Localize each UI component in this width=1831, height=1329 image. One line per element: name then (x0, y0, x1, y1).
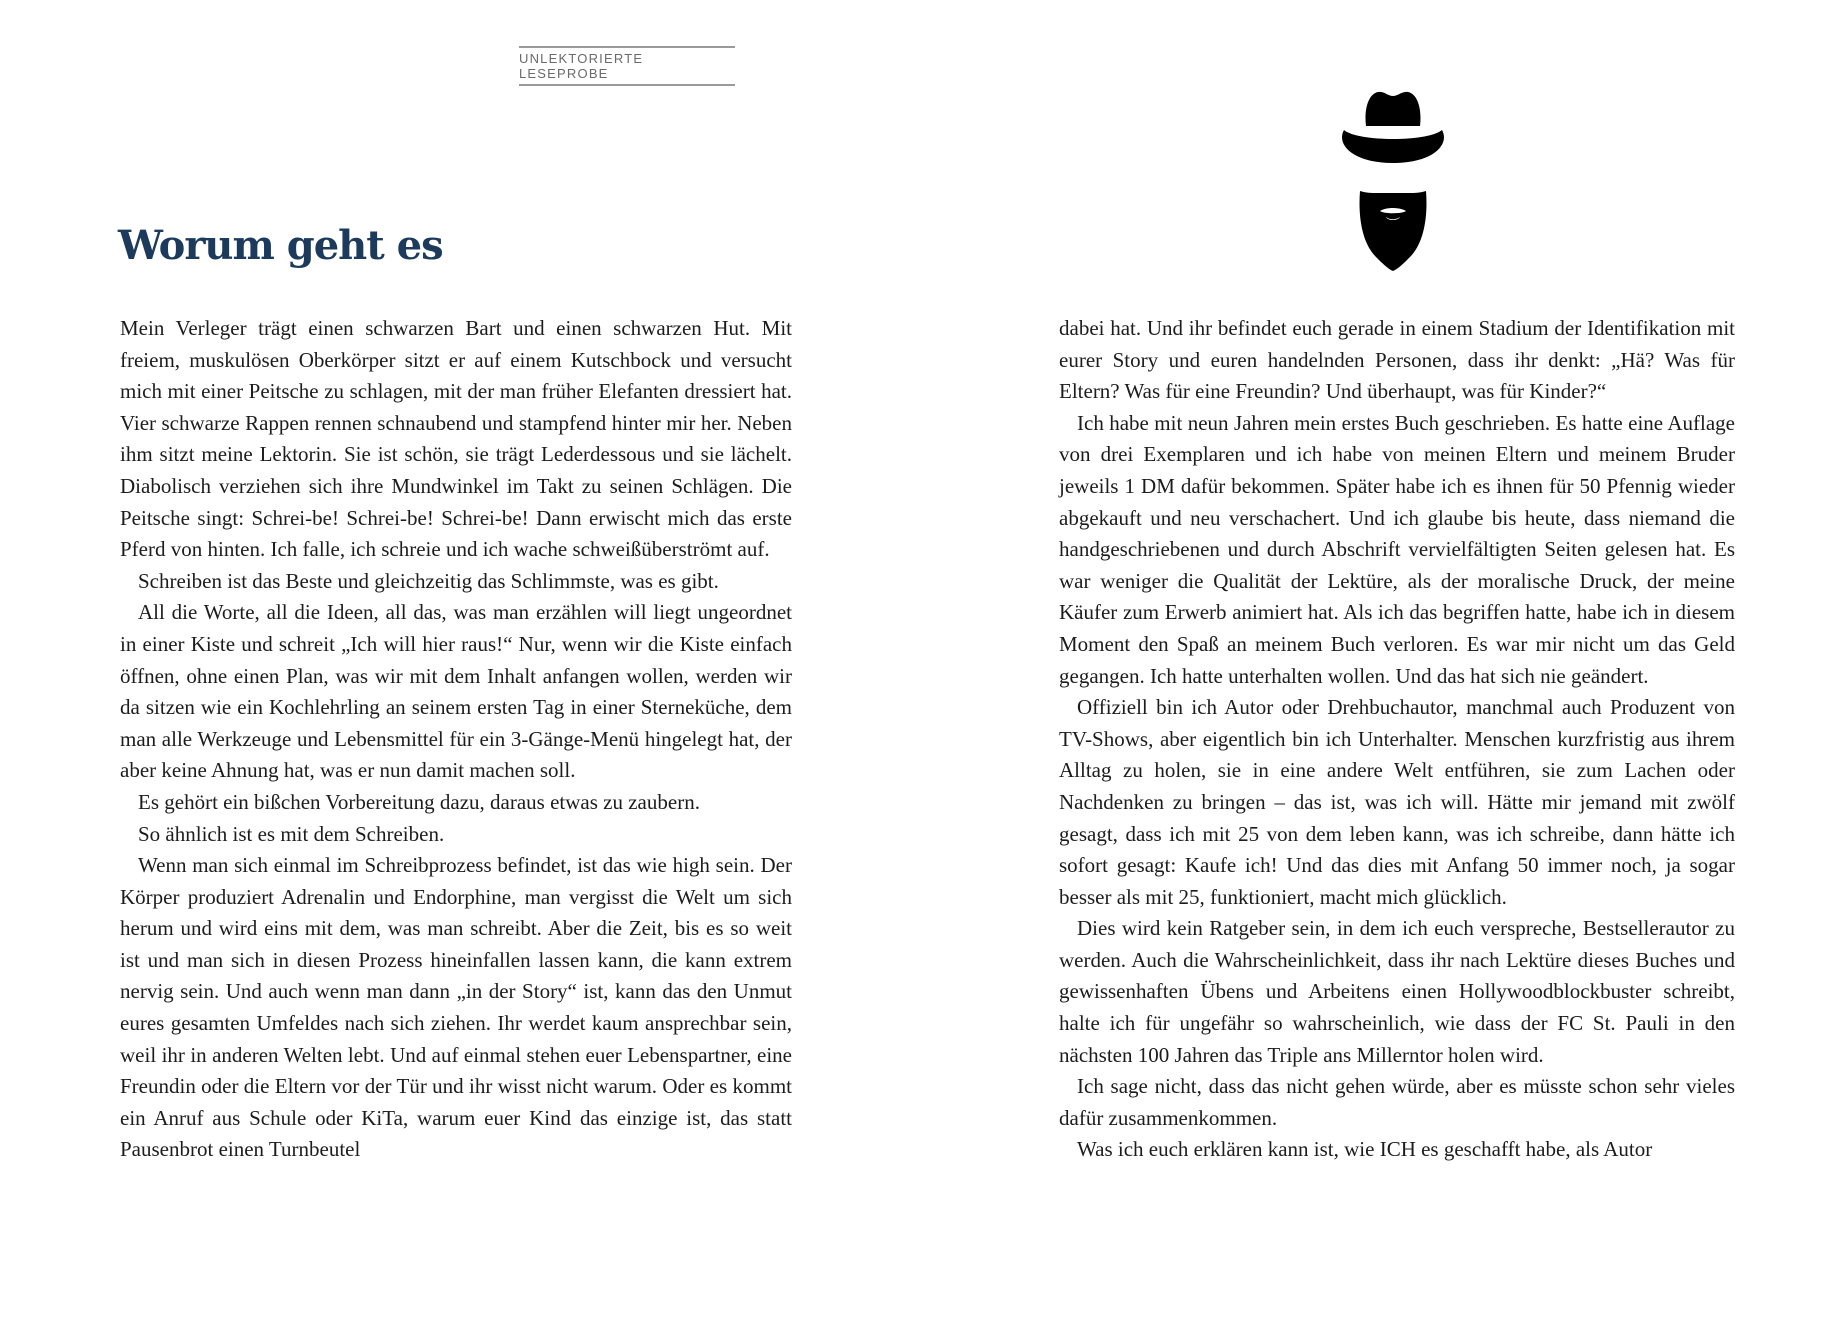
paragraph: Offiziell bin ich Autor oder Drehbuchautor, manchmal auch Produzent von TV-Shows, aber eigentlich bin ich Unterhalter. Menschen kurzfristig aus ihrem Alltag zu holen, sie in eine andere Welt entführen, sie zum Lachen oder Nachdenken zu bringen – das ist, was ich will. Hätte mir jemand mit zwölf gesagt, dass ich mit 25 von dem leben kann, was ich schreibe, dann hätte ich sofort gesagt: Kaufe ich! Und das dies mit Anfang 50 immer noch, ja sogar besser als mit 25, funktioniert, macht mich glücklich. (1059, 695, 1735, 909)
right-text-column (1059, 313, 1735, 1166)
beard-icon (1358, 187, 1428, 271)
paragraph: Wenn man sich einmal im Schreibprozess befindet, ist das wie high sein. Der Körper produziert Adrenalin und Endorphine, man vergisst die Welt um sich herum und wird eins mit dem, was man schreibt. Aber die Zeit, bis es so weit ist und man sich in diesen Prozess hineinfallen lassen kann, die kann extrem nervig sein. Und auch wenn man dann „in der Story“ ist, kann das den Unmut eures gesamten Umfeldes nach sich ziehen. Ihr werdet kaum ansprechbar sein, weil ihr in anderen Welten lebt. Und auf einmal stehen euer Lebenspartner, eine Freundin oder die Eltern vor der Tür und ihr wisst nicht warum. Oder es kommt ein Anruf aus Schule oder KiTa, warum euer Kind das einzige ist, das statt Pausenbrot einen Turnbeutel (120, 853, 792, 1162)
left-text-column (120, 313, 792, 1166)
paragraph: Ich habe mit neun Jahren mein erstes Buch geschrieben. Es hatte eine Auflage von drei Exemplaren und ich habe von meinen Eltern und meinem Bruder jeweils 1 DM dafür bekommen. Später habe ich es ihnen für 50 Pfennig wieder abgekauft und neu verschachert. Und ich glaube bis heute, dass niemand die handgeschriebenen und durch Abschrift vervielfältigten Seiten gelesen hat. Es war weniger die Qualität der Lektüre, als der moralische Druck, der meine Käufer zum Erwerb animiert hat. Als ich das begriffen hatte, habe ich in diesem Moment den Spaß an meinem Buch verloren. Es war mir nicht um das Geld gegangen. Ich hatte unterhalten wollen. Und das hat sich nie geändert. (1059, 410, 1735, 688)
paragraph: All die Worte, all die Ideen, all das, was man erzählen will liegt ungeordnet in einer Kiste und schreit „Ich will hier raus!“ Nur, wenn wir die Kiste einfach öffnen, ohne einen Plan, was wir mit dem Inhalt anfangen wollen, werden wir da sitzen wie ein Kochlehrling an seinem ersten Tag in einer Sterneküche, dem man alle Werkzeuge und Lebensmittel für ein 3-Gänge-Menü hingelegt hat, der aber keine Ahnung hat, was er nun damit machen soll. (120, 600, 792, 783)
chapter-title: Worum geht es (118, 222, 443, 269)
paragraph: So ähnlich ist es mit dem Schreiben. (138, 821, 445, 846)
paragraph: Dies wird kein Ratgeber sein, in dem ich euch verspreche, Bestsellerautor zu werden. Auch die Wahrscheinlichkeit, dass ihr nach Lektüre dieses Buches und gewissenhaften Übens und Arbeitens einen Hollywoodblockbuster schreibt, halte ich für ungefähr so wahrscheinlich, wie dass der FC St. Pauli in den nächsten 100 Jahren das Triple ans Millerntor holen wird. (1059, 916, 1735, 1067)
paragraph: dabei hat. Und ihr befindet euch gerade in einem Stadium der Identifikation mit eurer Story und euren handelnden Personen, dass ihr denkt: „Hä? Was für Eltern? Was für eine Freundin? Und überhaupt, was für Kinder?“ (1059, 316, 1735, 404)
paragraph: Ich sage nicht, dass das nicht gehen würde, aber es müsste schon sehr vieles dafür zusammenkommen. (1059, 1074, 1735, 1130)
preview-label: UNLEKTORIERTE LESEPROBE (519, 46, 735, 86)
paragraph: Mein Verleger trägt einen schwarzen Bart und einen schwarzen Hut. Mit freiem, muskulösen Oberkörper sitzt er auf einem Kutschbock und versucht mich mit einer Peitsche zu schlagen, mit der man früher Elefanten dressiert hat. Vier schwarze Rappen rennen schnaubend und stampfend hinter mir her. Neben ihm sitzt meine Lektorin. Sie ist schön, sie trägt Lederdessous und sie lächelt. Diabolisch verziehen sich ihre Mundwinkel im Takt zu seinen Schlägen. Die Peitsche singt: Schrei-be! Schrei-be! Schrei-be! Dann erwischt mich das erste Pferd von hinten. Ich falle, ich schreie und ich wache schweißüberströmt auf. (120, 316, 792, 562)
paragraph: Schreiben ist das Beste und gleichzeitig das Schlimmste, was es gibt. (138, 568, 719, 593)
paragraph: Es gehört ein bißchen Vorbereitung dazu, daraus etwas zu zaubern. (138, 789, 700, 814)
hat-icon (1338, 86, 1448, 166)
paragraph: Was ich euch erklären kann ist, wie ICH es geschafft habe, als Autor (1077, 1137, 1653, 1162)
